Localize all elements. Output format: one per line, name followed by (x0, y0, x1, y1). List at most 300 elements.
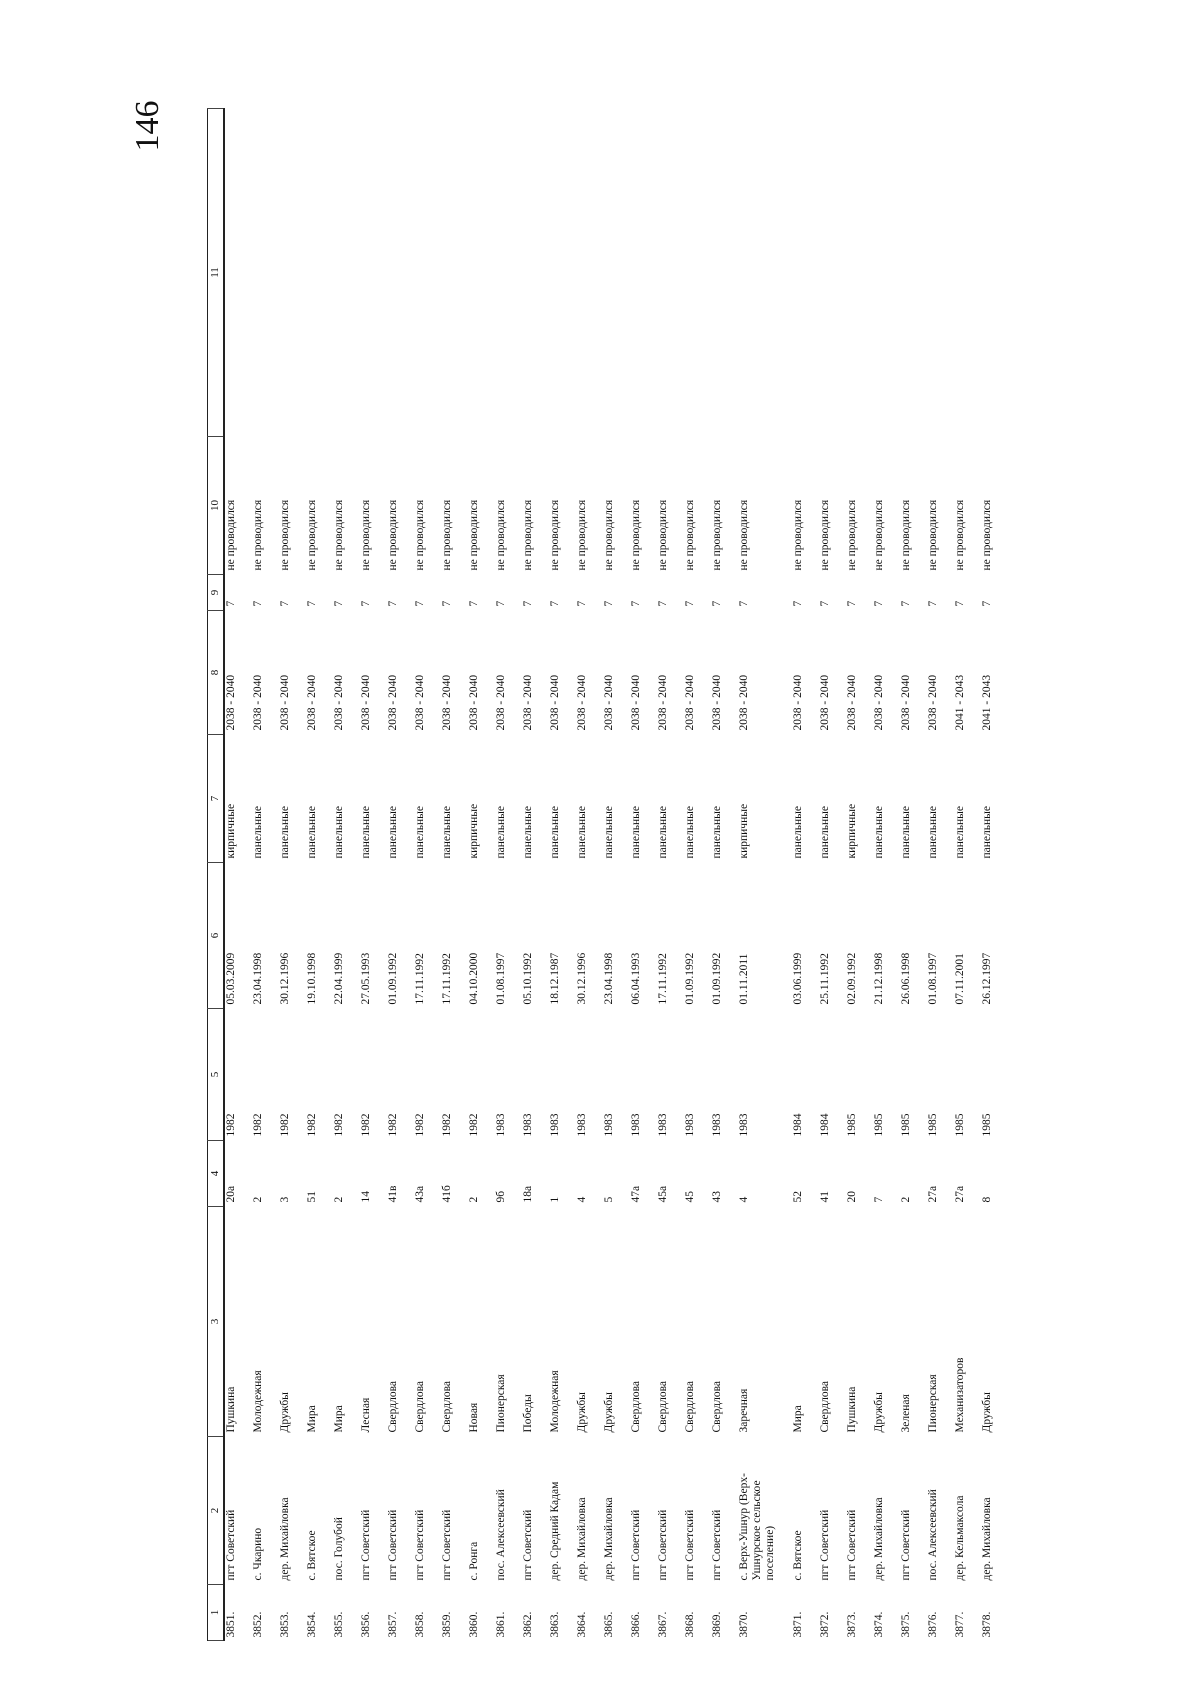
date-cell: 25.11.1992 (818, 953, 831, 1005)
date-cell: 22.04.1999 (332, 952, 345, 1005)
settlement-cell: пгт Советский (386, 1509, 399, 1581)
date-cell: 17.11.1992 (656, 953, 669, 1005)
row-number-cell: 3871. (791, 1611, 804, 1638)
date-cell: 30.12.1996 (278, 952, 291, 1005)
house-number-cell: 1 (548, 1196, 561, 1203)
value-cell: 7 (575, 600, 588, 607)
status-cell: не проводился (872, 499, 885, 571)
table-row (414, 109, 441, 1641)
status-cell: не проводился (737, 499, 750, 571)
value-cell: 7 (629, 600, 642, 607)
date-cell: 18.12.1987 (548, 952, 561, 1005)
row-number-cell: 3861. (494, 1611, 507, 1638)
value-cell: 7 (440, 600, 453, 607)
status-cell: не проводился (602, 499, 615, 571)
row-number-cell: 3877. (953, 1611, 966, 1638)
period-cell: 2038 - 2040 (899, 674, 912, 731)
date-cell: 01.08.1997 (494, 952, 507, 1005)
wall-material-cell: панельные (548, 806, 561, 859)
period-cell: 2038 - 2040 (656, 674, 669, 731)
date-cell: 27.05.1993 (359, 952, 372, 1005)
row-number-cell: 3851. (224, 1611, 237, 1638)
street-cell: Пионерская (494, 1374, 507, 1433)
status-cell: не проводился (926, 499, 939, 571)
table-row (873, 109, 900, 1641)
value-cell: 7 (224, 600, 237, 607)
settlement-cell: пос. Голубой (332, 1517, 345, 1581)
row-number-cell: 3862. (521, 1611, 534, 1638)
table-row (387, 109, 414, 1641)
value-cell: 7 (359, 600, 372, 607)
house-number-cell: 7 (872, 1196, 885, 1203)
wall-material-cell: панельные (521, 806, 534, 859)
year-built-cell: 1983 (683, 1113, 696, 1137)
value-cell: 7 (872, 600, 885, 607)
house-number-cell: 2 (332, 1196, 345, 1203)
status-cell: не проводился (791, 499, 804, 571)
value-cell: 7 (386, 600, 399, 607)
notes-cell (495, 109, 522, 437)
status-cell: не проводился (656, 499, 669, 571)
date-cell: 23.04.1998 (602, 952, 615, 1005)
value-cell: 7 (494, 600, 507, 607)
settlement-cell: пгт Советский (521, 1509, 534, 1581)
house-number-cell: 14 (359, 1191, 372, 1203)
period-cell: 2038 - 2040 (602, 674, 615, 731)
street-cell: Новая (467, 1402, 480, 1433)
row-number-cell: 3857. (386, 1611, 399, 1638)
date-cell: 21.12.1998 (872, 952, 885, 1005)
wall-material-cell: панельные (629, 806, 642, 859)
street-cell: Мира (332, 1405, 345, 1433)
period-cell: 2038 - 2040 (413, 674, 426, 731)
street-cell: Зеленая (899, 1394, 912, 1433)
date-cell: 01.09.1992 (710, 952, 723, 1005)
period-cell: 2038 - 2040 (440, 674, 453, 731)
notes-cell (306, 109, 333, 437)
value-cell: 7 (332, 600, 345, 607)
value-cell: 7 (278, 600, 291, 607)
street-cell: Победы (521, 1394, 534, 1433)
row-number-cell: 3864. (575, 1611, 588, 1638)
table-row (468, 109, 495, 1641)
settlement-cell: дер. Михайловка (602, 1497, 615, 1581)
value-cell: 7 (926, 600, 939, 607)
house-number-cell: 2 (899, 1196, 912, 1203)
street-cell: Молодежная (548, 1370, 561, 1433)
table-row (279, 109, 306, 1641)
settlement-cell: с. Ронга (467, 1541, 480, 1581)
settlement-cell: дер. Кельмаксола (953, 1495, 966, 1581)
street-cell: Мира (305, 1405, 318, 1433)
period-cell: 2038 - 2040 (467, 674, 480, 731)
settlement-cell: пос. Алексеевский (494, 1489, 507, 1581)
date-cell: 17.11.1992 (413, 953, 426, 1005)
date-cell: 07.11.2001 (953, 953, 966, 1005)
row-number-cell: 3855. (332, 1611, 345, 1638)
table-row (900, 109, 927, 1641)
notes-cell (846, 109, 873, 437)
status-cell: не проводился (629, 499, 642, 571)
settlement-cell: пгт Советский (845, 1509, 858, 1581)
period-cell: 2041 - 2043 (980, 674, 993, 731)
row-number-cell: 3873. (845, 1611, 858, 1638)
wall-material-cell: панельные (386, 806, 399, 859)
table-row (495, 109, 522, 1641)
wall-material-cell: панельные (413, 806, 426, 859)
column-header-11: 11 (208, 109, 224, 437)
table-header (208, 109, 224, 1641)
street-cell: Молодежная (251, 1370, 264, 1433)
value-cell: 7 (467, 600, 480, 607)
status-cell: не проводился (359, 499, 372, 571)
table-row (657, 109, 684, 1641)
column-header-10: 10 (208, 437, 224, 575)
status-cell: не проводился (953, 499, 966, 571)
row-number-cell: 3874. (872, 1611, 885, 1638)
wall-material-cell: панельные (899, 806, 912, 859)
column-header-7: 7 (208, 735, 224, 863)
table-row (603, 109, 630, 1641)
row-number-cell: 3869. (710, 1611, 723, 1638)
status-cell: не проводился (251, 499, 264, 571)
house-number-cell: 27а (953, 1185, 966, 1203)
notes-cell (387, 109, 414, 437)
year-built-cell: 1982 (467, 1113, 480, 1137)
street-cell: Дружбы (602, 1392, 615, 1433)
house-number-cell: 52 (791, 1191, 804, 1203)
year-built-cell: 1983 (710, 1113, 723, 1137)
row-number-cell: 3853. (278, 1611, 291, 1638)
street-cell: Дружбы (575, 1392, 588, 1433)
notes-cell (522, 109, 549, 437)
row-number-cell: 3867. (656, 1611, 669, 1638)
period-cell: 2038 - 2040 (791, 674, 804, 731)
settlement-cell: пгт Советский (656, 1509, 669, 1581)
period-cell: 2038 - 2040 (548, 674, 561, 731)
settlement-cell: пгт Советский (629, 1509, 642, 1581)
wall-material-cell: панельные (602, 806, 615, 859)
year-built-cell: 1983 (575, 1113, 588, 1137)
date-cell: 05.10.1992 (521, 952, 534, 1005)
street-cell: Механизаторов (953, 1357, 966, 1433)
period-cell: 2038 - 2040 (224, 674, 237, 731)
table-row (576, 109, 603, 1641)
date-cell: 26.12.1997 (980, 952, 993, 1005)
table-row (522, 109, 549, 1641)
page-number: 146 (129, 100, 166, 152)
status-cell: не проводился (467, 499, 480, 571)
notes-cell (252, 109, 279, 437)
wall-material-cell: панельные (683, 806, 696, 859)
period-cell: 2038 - 2040 (737, 674, 750, 731)
year-built-cell: 1985 (926, 1113, 939, 1137)
street-cell: Свердлова (683, 1381, 696, 1433)
column-header-6: 6 (208, 863, 224, 1009)
table-row (819, 109, 846, 1641)
notes-cell (333, 109, 360, 437)
date-cell: 01.09.1992 (386, 952, 399, 1005)
notes-cell (684, 109, 711, 437)
period-cell: 2038 - 2040 (359, 674, 372, 731)
table-row (684, 109, 711, 1641)
table-row (954, 109, 981, 1641)
notes-cell (360, 109, 387, 437)
value-cell: 7 (818, 600, 831, 607)
settlement-cell: пгт Советский (683, 1509, 696, 1581)
status-cell: не проводился (980, 499, 993, 571)
street-cell: Свердлова (710, 1381, 723, 1433)
settlement-cell: с. Вятское (791, 1530, 804, 1581)
wall-material-cell: кирпичные (224, 803, 237, 859)
period-cell: 2038 - 2040 (629, 674, 642, 731)
value-cell: 7 (899, 600, 912, 607)
year-built-cell: 1983 (521, 1113, 534, 1137)
street-cell: Дружбы (872, 1392, 885, 1433)
period-cell: 2038 - 2040 (305, 674, 318, 731)
value-cell: 7 (953, 600, 966, 607)
settlement-cell: пгт Советский (359, 1509, 372, 1581)
row-number-cell: 3870. (737, 1611, 750, 1638)
date-cell: 26.06.1998 (899, 952, 912, 1005)
house-number-cell: 41в (386, 1185, 399, 1203)
year-built-cell: 1982 (224, 1113, 237, 1137)
notes-cell (576, 109, 603, 437)
wall-material-cell: панельные (440, 806, 453, 859)
street-cell: Пушкина (224, 1386, 237, 1433)
house-number-cell: 45а (656, 1185, 669, 1203)
status-cell: не проводился (494, 499, 507, 571)
street-cell: Свердлова (629, 1381, 642, 1433)
year-built-cell: 1982 (251, 1113, 264, 1137)
street-cell: Дружбы (278, 1392, 291, 1433)
row-number-cell: 3859. (440, 1611, 453, 1638)
date-cell: 30.12.1996 (575, 952, 588, 1005)
year-built-cell: 1983 (629, 1113, 642, 1137)
street-cell: Свердлова (413, 1381, 426, 1433)
house-number-cell: 27а (926, 1185, 939, 1203)
date-cell: 19.10.1998 (305, 952, 318, 1005)
house-number-cell: 43а (413, 1185, 426, 1203)
table-body (224, 109, 1008, 1641)
row-number-cell: 3860. (467, 1611, 480, 1638)
settlement-cell: дер. Михайловка (980, 1497, 993, 1581)
value-cell: 7 (413, 600, 426, 607)
column-header-2: 2 (208, 1437, 224, 1585)
house-number-cell: 9б (494, 1190, 507, 1203)
street-cell: Пушкина (845, 1386, 858, 1433)
row-number-cell: 3852. (251, 1611, 264, 1638)
house-number-cell: 47а (629, 1185, 642, 1203)
row-number-cell: 3854. (305, 1611, 318, 1638)
value-cell: 7 (683, 600, 696, 607)
value-cell: 7 (521, 600, 534, 607)
table-row (711, 109, 738, 1641)
table-row (306, 109, 333, 1641)
wall-material-cell: кирпичные (467, 803, 480, 859)
value-cell: 7 (980, 600, 993, 607)
date-cell: 01.11.2011 (737, 953, 750, 1005)
wall-material-cell: кирпичные (737, 803, 750, 859)
row-number-cell: 3858. (413, 1611, 426, 1638)
column-header-8: 8 (208, 611, 224, 735)
house-number-cell: 4 (575, 1196, 588, 1203)
value-cell: 7 (791, 600, 804, 607)
status-cell: не проводился (548, 499, 561, 571)
house-number-cell: 5 (602, 1196, 615, 1203)
wall-material-cell: панельные (575, 806, 588, 859)
wall-material-cell: панельные (953, 806, 966, 859)
house-number-cell: 20 (845, 1191, 858, 1203)
status-cell: не проводился (575, 499, 588, 571)
status-cell: не проводился (278, 499, 291, 571)
status-cell: не проводился (305, 499, 318, 571)
period-cell: 2038 - 2040 (575, 674, 588, 731)
status-cell: не проводился (440, 499, 453, 571)
wall-material-cell: панельные (278, 806, 291, 859)
status-cell: не проводился (413, 499, 426, 571)
value-cell: 7 (656, 600, 669, 607)
row-number-cell: 3868. (683, 1611, 696, 1638)
value-cell: 7 (305, 600, 318, 607)
year-built-cell: 1984 (791, 1113, 804, 1137)
notes-cell (873, 109, 900, 437)
status-cell: не проводился (332, 499, 345, 571)
year-built-cell: 1982 (305, 1113, 318, 1137)
value-cell: 7 (251, 600, 264, 607)
street-cell: Мира (791, 1405, 804, 1433)
year-built-cell: 1985 (845, 1113, 858, 1137)
settlement-cell: дер. Михайловка (872, 1497, 885, 1581)
period-cell: 2038 - 2040 (926, 674, 939, 731)
wall-material-cell: панельные (872, 806, 885, 859)
row-number-cell: 3866. (629, 1611, 642, 1638)
house-number-cell: 8 (980, 1196, 993, 1203)
period-cell: 2038 - 2040 (332, 674, 345, 731)
notes-cell (224, 109, 252, 437)
wall-material-cell: панельные (305, 806, 318, 859)
period-cell: 2041 - 2043 (953, 674, 966, 731)
value-cell: 7 (548, 600, 561, 607)
row-number-cell: 3865. (602, 1611, 615, 1638)
wall-material-cell: панельные (710, 806, 723, 859)
date-cell: 17.11.1992 (440, 953, 453, 1005)
table-row (630, 109, 657, 1641)
settlement-cell: дер. Михайловка (278, 1497, 291, 1581)
house-number-cell: 18а (521, 1185, 534, 1203)
status-cell: не проводился (899, 499, 912, 571)
notes-cell (981, 109, 1008, 437)
date-cell: 23.04.1998 (251, 952, 264, 1005)
period-cell: 2038 - 2040 (818, 674, 831, 731)
table-container (207, 109, 1032, 1641)
notes-cell (657, 109, 684, 437)
wall-material-cell: панельные (494, 806, 507, 859)
column-header-1: 1 (208, 1585, 224, 1641)
value-cell: 7 (737, 600, 750, 607)
status-cell: не проводился (710, 499, 723, 571)
column-header-5: 5 (208, 1009, 224, 1141)
column-header-9: 9 (208, 575, 224, 611)
notes-cell (549, 109, 576, 437)
year-built-cell: 1982 (413, 1113, 426, 1137)
year-built-cell: 1985 (953, 1113, 966, 1137)
table-row (846, 109, 873, 1641)
year-built-cell: 1982 (278, 1113, 291, 1137)
year-built-cell: 1983 (494, 1113, 507, 1137)
date-cell: 04.10.2000 (467, 952, 480, 1005)
value-cell: 7 (602, 600, 615, 607)
house-number-cell: 41б (440, 1185, 453, 1203)
year-built-cell: 1982 (332, 1113, 345, 1137)
column-header-4: 4 (208, 1141, 224, 1207)
table-row (224, 109, 252, 1641)
notes-cell (468, 109, 495, 437)
wall-material-cell: панельные (980, 806, 993, 859)
date-cell: 01.08.1997 (926, 952, 939, 1005)
table-row (333, 109, 360, 1641)
year-built-cell: 1985 (980, 1113, 993, 1137)
settlement-cell: дер. Средний Кадам (548, 1481, 561, 1581)
status-cell: не проводился (521, 499, 534, 571)
house-number-cell: 3 (278, 1196, 291, 1203)
table-row (549, 109, 576, 1641)
table-row (738, 109, 792, 1641)
period-cell: 2038 - 2040 (494, 674, 507, 731)
wall-material-cell: панельные (332, 806, 345, 859)
wall-material-cell: панельные (359, 806, 372, 859)
value-cell: 7 (845, 600, 858, 607)
table-row (792, 109, 819, 1641)
status-cell: не проводился (224, 499, 237, 571)
street-cell: Заречная (737, 1388, 750, 1433)
table-row (441, 109, 468, 1641)
settlement-cell: с. Верх-Ушнур (Верх-Ушнурское сельское поселение) (737, 1473, 777, 1581)
settlement-cell: пгт Советский (710, 1509, 723, 1581)
settlement-cell: пгт Советский (440, 1509, 453, 1581)
street-cell: Дружбы (980, 1392, 993, 1433)
row-number-cell: 3872. (818, 1611, 831, 1638)
row-number-cell: 3875. (899, 1611, 912, 1638)
year-built-cell: 1983 (656, 1113, 669, 1137)
wall-material-cell: панельные (656, 806, 669, 859)
status-cell: не проводился (845, 499, 858, 571)
table-row (360, 109, 387, 1641)
period-cell: 2038 - 2040 (845, 674, 858, 731)
street-cell: Пионерская (926, 1374, 939, 1433)
house-number-cell: 2 (467, 1196, 480, 1203)
year-built-cell: 1985 (872, 1113, 885, 1137)
period-cell: 2038 - 2040 (710, 674, 723, 731)
year-built-cell: 1982 (440, 1113, 453, 1137)
settlement-cell: с. Чкарино (251, 1527, 264, 1581)
year-built-cell: 1983 (737, 1113, 750, 1137)
house-number-cell: 43 (710, 1191, 723, 1203)
street-cell: Свердлова (656, 1381, 669, 1433)
house-number-cell: 20а (224, 1185, 237, 1203)
settlement-cell: пгт Советский (818, 1509, 831, 1581)
notes-cell (414, 109, 441, 437)
period-cell: 2038 - 2040 (251, 674, 264, 731)
settlement-cell: дер. Михайловка (575, 1497, 588, 1581)
street-cell: Свердлова (440, 1381, 453, 1433)
notes-cell (711, 109, 738, 437)
period-cell: 2038 - 2040 (872, 674, 885, 731)
year-built-cell: 1982 (359, 1113, 372, 1137)
notes-cell (900, 109, 927, 437)
status-cell: не проводился (683, 499, 696, 571)
street-cell: Свердлова (818, 1381, 831, 1433)
